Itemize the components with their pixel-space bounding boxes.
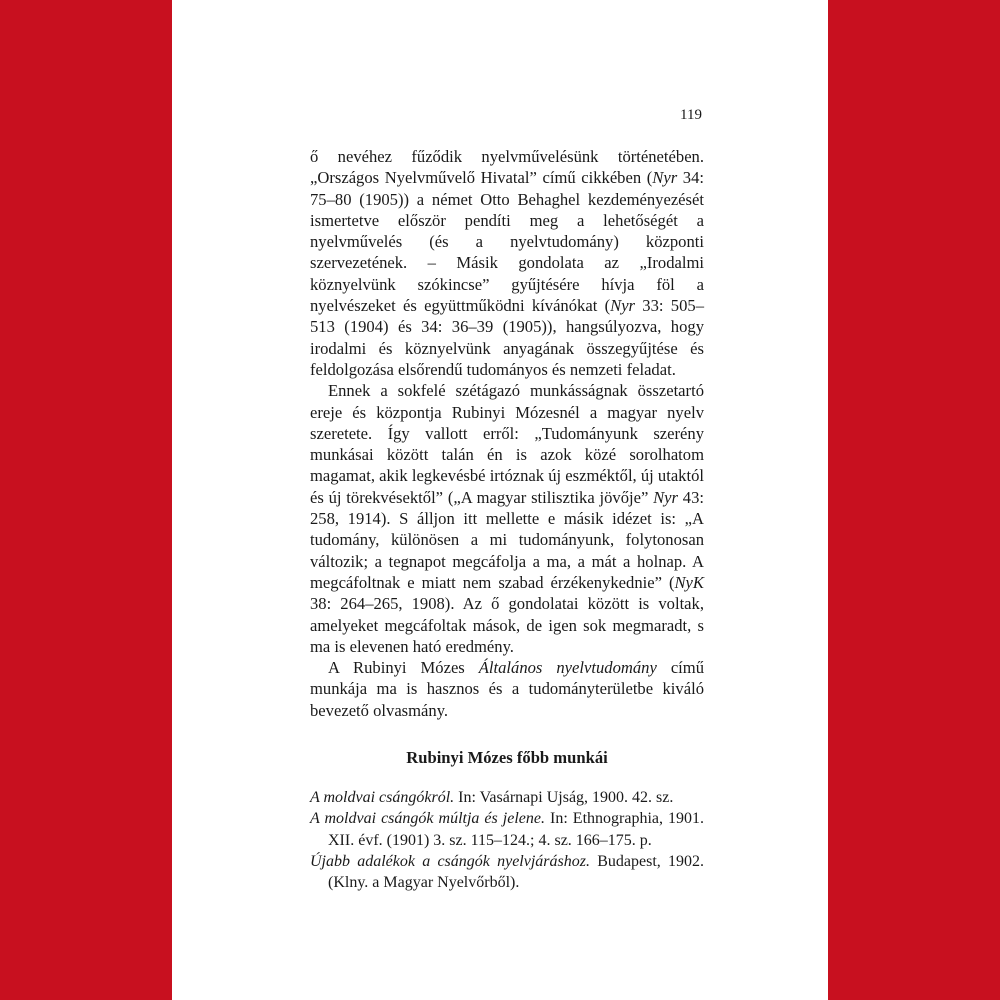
italic-text-run: Nyr: [610, 296, 636, 316]
text-run: 38: 264–265, 1908). Az ő gondolatai között is voltak, amelyeket megcáfoltak mások, de igen sok megmaradt, s ma is elevenen ható eredmény.: [310, 594, 704, 656]
text-run: ő nevéhez fűződik nyelvművelésünk történetében. „Országos Nyelvművelő Hivatal” című cikkében (: [310, 147, 704, 188]
text-run: című munkája ma is hasznos és a tudományterületbe kiváló bevezető olvasmány.: [310, 658, 704, 720]
text-run: In: Vasárnapi Ujság, 1900. 42. sz.: [454, 789, 674, 806]
book-page: [172, 0, 828, 1000]
page-number: 119: [680, 107, 702, 123]
bibliography-list: [310, 787, 704, 893]
italic-text-run: NyK: [674, 572, 704, 592]
italic-text-run: Nyr: [652, 168, 678, 188]
text-run: A Rubinyi Mózes: [328, 658, 479, 678]
section-title: Rubinyi Mózes főbb munkái: [406, 748, 608, 767]
bibliography-entry-3: [310, 851, 704, 894]
paragraph-2: [310, 380, 704, 657]
text-run: In: Ethnographia, 1901. XII. évf. (1901) 3. sz. 115–124.; 4. sz. 166–175. p.: [328, 810, 705, 849]
italic-text-run: A moldvai csángók múltja és jelene.: [310, 810, 545, 828]
text-run: Budapest, 1902. (Klny. a Magyar Nyelvőrből).: [328, 852, 704, 892]
bibliography-entry-1: [310, 787, 704, 808]
italic-text-run: Nyr: [653, 487, 678, 507]
italic-text-run: Általános nyelvtudomány: [478, 658, 657, 678]
bibliography-entry-2: [310, 808, 704, 851]
italic-text-run: Újabb adalékok a csángók nyelvjáráshoz.: [310, 852, 590, 870]
text-run: Ennek a sokfelé szétágazó munkásságnak összetartó ereje és központja Rubinyi Mózesnél a magyar nyelv szeretete. Így vallott erről: „Tudományunk szerény munkásai között talán én is azok közé sorolhatom magamat, akik legkevésbé irtóznak új eszméktől, új utaktól és új törekvésektől” („A magyar stilisztika jövője”: [310, 381, 704, 507]
paragraph-3: [310, 657, 704, 721]
paragraph-1: [310, 146, 704, 380]
italic-text-run: A moldvai csángókról.: [310, 789, 455, 806]
text-run: 33: 505–513 (1904) és 34: 36–39 (1905)), hangsúlyozva, hogy irodalmi és köznyelvünk anyagának összegyűjtése és feldolgozása elsőrendű tudományos és nemzeti feladat.: [310, 296, 704, 379]
body-text: [310, 146, 704, 721]
text-run: 34: 75–80 (1905)) a német Otto Behaghel kezdeményezését ismertetve először pendíti meg a lehetőségét a nyelvművelés (és a nyelvtudomány) központi szervezetének. – Másik gondolata az „Irodalmi köznyelvünk szókincse” gyűjtésére hívja föl a nyelvészeket és együttműködni kívánókat (: [310, 168, 704, 316]
text-run: 43: 258, 1914). S álljon itt mellette e másik idézet is: „A tudomány, különösen a mi tudományunk, folytonosan változik; a tegnapot megcáfolja a ma, a mát a holnap. A megcáfoltnak e miatt nem szabad érzékenykednie” (: [310, 487, 704, 592]
